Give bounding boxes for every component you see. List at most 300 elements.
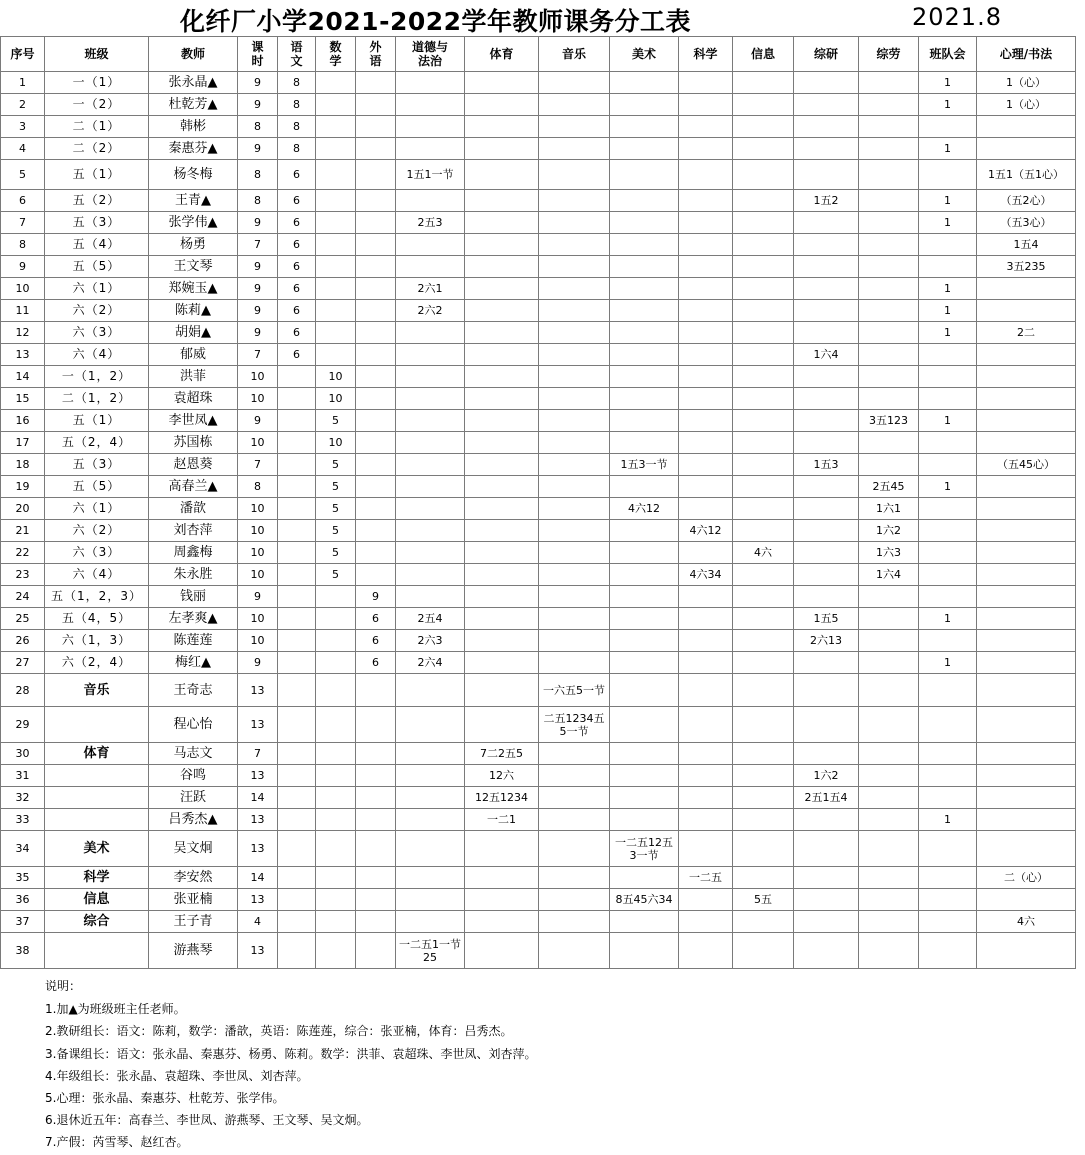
table-cell: 1: [919, 410, 977, 432]
table-cell: 王青▲: [149, 190, 238, 212]
table-cell: [539, 256, 610, 278]
table-cell: [396, 94, 465, 116]
table-cell: [977, 608, 1076, 630]
table-cell: 五（1）: [45, 410, 149, 432]
table-cell: [679, 911, 733, 933]
table-cell: [610, 787, 679, 809]
table-cell: [539, 278, 610, 300]
table-cell: 音乐: [45, 674, 149, 707]
table-cell: [977, 366, 1076, 388]
table-cell: [610, 234, 679, 256]
header-row: [1, 37, 1076, 72]
table-cell: 25: [1, 608, 45, 630]
table-cell: 杨冬梅: [149, 160, 238, 190]
table-cell: 1五3一节: [610, 454, 679, 476]
table-cell: [539, 454, 610, 476]
table-cell: [733, 160, 794, 190]
table-cell: 8: [278, 116, 316, 138]
table-cell: 1（心）: [977, 72, 1076, 94]
table-cell: 六（1）: [45, 278, 149, 300]
table-cell: [539, 410, 610, 432]
table-cell: [396, 432, 465, 454]
table-cell: 周鑫梅: [149, 542, 238, 564]
table-cell: 6: [278, 278, 316, 300]
table-cell: 二（1）: [45, 116, 149, 138]
table-cell: [465, 300, 539, 322]
table-cell: [859, 809, 919, 831]
table-cell: [356, 138, 396, 160]
table-cell: [733, 809, 794, 831]
table-cell: [356, 520, 396, 542]
table-cell: [733, 608, 794, 630]
table-cell: [679, 454, 733, 476]
table-cell: 8: [238, 476, 278, 498]
table-cell: 2五4: [396, 608, 465, 630]
table-cell: [539, 520, 610, 542]
table-cell: [679, 410, 733, 432]
table-cell: [859, 300, 919, 322]
table-cell: 9: [238, 652, 278, 674]
table-cell: [733, 707, 794, 743]
table-cell: [316, 765, 356, 787]
table-cell: [919, 388, 977, 410]
table-cell: [859, 608, 919, 630]
table-cell: 刘杏萍: [149, 520, 238, 542]
table-cell: [794, 831, 859, 867]
table-cell: [919, 630, 977, 652]
table-cell: [356, 867, 396, 889]
table-cell: [396, 564, 465, 586]
table-cell: [859, 674, 919, 707]
table-cell: [733, 787, 794, 809]
table-cell: 8: [1, 234, 45, 256]
table-cell: [733, 234, 794, 256]
table-cell: [278, 889, 316, 911]
table-cell: [679, 630, 733, 652]
table-cell: 9: [238, 94, 278, 116]
table-cell: 1: [919, 212, 977, 234]
table-cell: （五3心）: [977, 212, 1076, 234]
table-cell: 苏国栋: [149, 432, 238, 454]
table-cell: [610, 94, 679, 116]
table-cell: [919, 542, 977, 564]
table-cell: [465, 831, 539, 867]
table-cell: [610, 410, 679, 432]
table-cell: [465, 630, 539, 652]
table-cell: [733, 520, 794, 542]
table-row: [1, 586, 1076, 608]
table-cell: [977, 498, 1076, 520]
table-cell: [610, 911, 679, 933]
table-cell: 六（4）: [45, 344, 149, 366]
table-cell: [356, 498, 396, 520]
table-cell: 美术: [45, 831, 149, 867]
table-cell: [539, 933, 610, 969]
table-row: [1, 212, 1076, 234]
table-cell: 6: [278, 344, 316, 366]
table-cell: [977, 542, 1076, 564]
column-header: 道德与 法治: [396, 37, 465, 72]
table-cell: [919, 234, 977, 256]
table-cell: [679, 707, 733, 743]
table-cell: 1: [919, 322, 977, 344]
table-cell: [977, 300, 1076, 322]
table-cell: [919, 256, 977, 278]
column-header: 体育: [465, 37, 539, 72]
table-cell: [794, 94, 859, 116]
column-header: 信息: [733, 37, 794, 72]
table-cell: [733, 498, 794, 520]
table-cell: [278, 652, 316, 674]
table-cell: [919, 498, 977, 520]
table-cell: 10: [238, 564, 278, 586]
table-cell: 李安然: [149, 867, 238, 889]
table-cell: [679, 608, 733, 630]
table-cell: 张亚楠: [149, 889, 238, 911]
table-cell: [45, 765, 149, 787]
table-cell: 4: [1, 138, 45, 160]
table-cell: 钱丽: [149, 586, 238, 608]
table-cell: 5: [316, 454, 356, 476]
table-cell: [610, 278, 679, 300]
table-cell: [679, 831, 733, 867]
table-cell: [733, 765, 794, 787]
table-cell: [610, 674, 679, 707]
table-cell: [610, 160, 679, 190]
table-cell: 7: [238, 234, 278, 256]
table-cell: 五（1）: [45, 160, 149, 190]
table-cell: [610, 542, 679, 564]
table-cell: [316, 809, 356, 831]
table-cell: [919, 765, 977, 787]
table-cell: 五（4，5）: [45, 608, 149, 630]
table-cell: [733, 410, 794, 432]
table-cell: 2五45: [859, 476, 919, 498]
table-cell: [859, 707, 919, 743]
table-cell: 30: [1, 743, 45, 765]
table-cell: 综合: [45, 911, 149, 933]
table-cell: [733, 366, 794, 388]
table-cell: [356, 743, 396, 765]
table-cell: 程心怡: [149, 707, 238, 743]
table-cell: [859, 256, 919, 278]
table-row: [1, 344, 1076, 366]
table-cell: 4六34: [679, 564, 733, 586]
table-cell: 1（心）: [977, 94, 1076, 116]
table-cell: 1五1（五1心）: [977, 160, 1076, 190]
table-cell: 5: [316, 498, 356, 520]
table-cell: [733, 190, 794, 212]
table-cell: [859, 212, 919, 234]
table-cell: 10: [238, 366, 278, 388]
table-cell: [919, 454, 977, 476]
table-cell: 10: [238, 542, 278, 564]
table-cell: [316, 94, 356, 116]
table-cell: [794, 933, 859, 969]
table-cell: 8: [278, 72, 316, 94]
table-cell: 潘歆: [149, 498, 238, 520]
table-cell: [278, 410, 316, 432]
table-cell: [859, 787, 919, 809]
table-cell: [465, 410, 539, 432]
table-cell: [316, 787, 356, 809]
table-cell: （五45心）: [977, 454, 1076, 476]
table-cell: 13: [238, 809, 278, 831]
table-cell: [794, 116, 859, 138]
table-cell: 1: [919, 476, 977, 498]
table-cell: 2六13: [794, 630, 859, 652]
note-line: 2.教研组长：语文：陈莉，数学：潘歆，英语：陈莲莲，综合：张亚楠，体育：吕秀杰。: [45, 1024, 513, 1038]
table-cell: [610, 630, 679, 652]
table-cell: [356, 911, 396, 933]
table-cell: 2五3: [396, 212, 465, 234]
table-cell: [278, 564, 316, 586]
table-cell: [610, 190, 679, 212]
table-cell: 高春兰▲: [149, 476, 238, 498]
table-cell: 15: [1, 388, 45, 410]
table-cell: [539, 300, 610, 322]
table-cell: 吕秀杰▲: [149, 809, 238, 831]
table-body: [1, 72, 1076, 969]
column-header: 综劳: [859, 37, 919, 72]
table-cell: [919, 366, 977, 388]
table-cell: [859, 652, 919, 674]
table-cell: [733, 94, 794, 116]
table-cell: [859, 765, 919, 787]
table-cell: [278, 454, 316, 476]
table-cell: 一二五: [679, 867, 733, 889]
table-cell: [278, 831, 316, 867]
table-cell: [539, 94, 610, 116]
table-cell: [465, 586, 539, 608]
table-cell: [794, 388, 859, 410]
table-cell: [794, 498, 859, 520]
table-cell: 2: [1, 94, 45, 116]
table-cell: 6: [278, 212, 316, 234]
table-cell: [465, 116, 539, 138]
table-cell: [679, 366, 733, 388]
table-cell: 二五1234五5一节: [539, 707, 610, 743]
table-cell: [919, 911, 977, 933]
table-row: [1, 454, 1076, 476]
column-header: 教师: [149, 37, 238, 72]
column-header: 数 学: [316, 37, 356, 72]
table-cell: 9: [238, 278, 278, 300]
table-cell: 6: [278, 234, 316, 256]
table-cell: 13: [238, 707, 278, 743]
title-bar: [0, 0, 1085, 34]
table-cell: [919, 674, 977, 707]
table-cell: [316, 867, 356, 889]
table-cell: [794, 322, 859, 344]
table-cell: [316, 300, 356, 322]
table-cell: [977, 586, 1076, 608]
table-cell: [610, 432, 679, 454]
table-cell: [733, 933, 794, 969]
table-cell: [794, 889, 859, 911]
table-cell: [356, 322, 396, 344]
table-cell: [859, 388, 919, 410]
table-cell: 科学: [45, 867, 149, 889]
table-cell: [794, 911, 859, 933]
table-cell: 8: [278, 94, 316, 116]
table-cell: 8: [278, 138, 316, 160]
table-row: [1, 234, 1076, 256]
table-cell: [679, 256, 733, 278]
page-title: 化纤厂小学2021-2022学年教师课务分工表: [180, 7, 692, 36]
table-cell: [610, 707, 679, 743]
table-cell: [679, 190, 733, 212]
table-cell: [610, 138, 679, 160]
table-cell: [356, 388, 396, 410]
table-cell: [539, 608, 610, 630]
table-cell: [794, 160, 859, 190]
table-cell: [977, 765, 1076, 787]
table-cell: [977, 410, 1076, 432]
table-cell: [679, 542, 733, 564]
table-cell: 1六2: [794, 765, 859, 787]
table-cell: [733, 212, 794, 234]
table-cell: [465, 498, 539, 520]
table-cell: [465, 256, 539, 278]
table-cell: [356, 212, 396, 234]
table-cell: [278, 765, 316, 787]
table-cell: 信息: [45, 889, 149, 911]
table-cell: 1: [919, 72, 977, 94]
table-cell: [794, 652, 859, 674]
column-header: 外 语: [356, 37, 396, 72]
table-cell: 2六2: [396, 300, 465, 322]
column-header: 音乐: [539, 37, 610, 72]
table-cell: 1五5: [794, 608, 859, 630]
table-cell: [733, 586, 794, 608]
table-cell: [278, 586, 316, 608]
table-cell: [679, 809, 733, 831]
table-cell: [919, 831, 977, 867]
table-cell: [859, 867, 919, 889]
table-cell: [859, 889, 919, 911]
table-cell: 11: [1, 300, 45, 322]
table-cell: [396, 190, 465, 212]
table-cell: 10: [316, 388, 356, 410]
table-cell: [316, 743, 356, 765]
table-cell: [610, 564, 679, 586]
table-cell: [977, 344, 1076, 366]
table-row: [1, 138, 1076, 160]
table-cell: [465, 278, 539, 300]
table-cell: [316, 322, 356, 344]
table-cell: 6: [278, 160, 316, 190]
table-cell: 9: [356, 586, 396, 608]
table-cell: [465, 652, 539, 674]
table-cell: [316, 160, 356, 190]
table-cell: [316, 586, 356, 608]
table-cell: [539, 911, 610, 933]
table-cell: 17: [1, 432, 45, 454]
table-cell: [794, 809, 859, 831]
table-cell: [679, 743, 733, 765]
table-cell: [465, 344, 539, 366]
table-cell: 谷鸣: [149, 765, 238, 787]
table-cell: 31: [1, 765, 45, 787]
table-cell: [278, 476, 316, 498]
table-cell: [356, 72, 396, 94]
table-cell: [733, 256, 794, 278]
table-cell: 32: [1, 787, 45, 809]
table-cell: [733, 72, 794, 94]
table-cell: [679, 674, 733, 707]
table-cell: [465, 366, 539, 388]
table-cell: [316, 212, 356, 234]
table-row: [1, 410, 1076, 432]
table-cell: [465, 674, 539, 707]
table-cell: [977, 831, 1076, 867]
table-cell: 左孝爽▲: [149, 608, 238, 630]
table-cell: 9: [238, 256, 278, 278]
table-cell: [610, 72, 679, 94]
table-cell: [356, 344, 396, 366]
table-cell: [794, 564, 859, 586]
table-cell: [356, 765, 396, 787]
table-cell: 五（5）: [45, 476, 149, 498]
table-row: [1, 831, 1076, 867]
table-cell: [45, 933, 149, 969]
table-cell: [396, 707, 465, 743]
table-cell: 六（2）: [45, 520, 149, 542]
table-cell: 8五45六34: [610, 889, 679, 911]
table-cell: 六（2）: [45, 300, 149, 322]
table-cell: [278, 366, 316, 388]
table-cell: [396, 787, 465, 809]
table-cell: 29: [1, 707, 45, 743]
table-cell: 游燕琴: [149, 933, 238, 969]
table-cell: 吴文炯: [149, 831, 238, 867]
table-cell: 2二: [977, 322, 1076, 344]
table-cell: [396, 586, 465, 608]
table-row: [1, 608, 1076, 630]
table-cell: [396, 765, 465, 787]
column-header: 美术: [610, 37, 679, 72]
table-cell: [539, 652, 610, 674]
table-cell: 19: [1, 476, 45, 498]
table-cell: [859, 743, 919, 765]
table-cell: 一（1）: [45, 72, 149, 94]
table-cell: [396, 542, 465, 564]
table-cell: [396, 674, 465, 707]
table-cell: [977, 278, 1076, 300]
table-cell: 4: [238, 911, 278, 933]
table-cell: [679, 344, 733, 366]
table-cell: 21: [1, 520, 45, 542]
table-cell: [316, 652, 356, 674]
table-cell: [278, 542, 316, 564]
table-cell: 7: [238, 344, 278, 366]
table-cell: [356, 933, 396, 969]
table-row: [1, 256, 1076, 278]
column-header: 语 文: [278, 37, 316, 72]
table-cell: [278, 608, 316, 630]
table-cell: 6: [356, 630, 396, 652]
table-cell: [859, 630, 919, 652]
table-cell: [539, 889, 610, 911]
table-cell: [679, 652, 733, 674]
table-cell: [356, 410, 396, 432]
table-cell: [316, 138, 356, 160]
table-cell: 8: [238, 190, 278, 212]
table-cell: [977, 116, 1076, 138]
table-cell: 马志文: [149, 743, 238, 765]
table-cell: 二（心）: [977, 867, 1076, 889]
